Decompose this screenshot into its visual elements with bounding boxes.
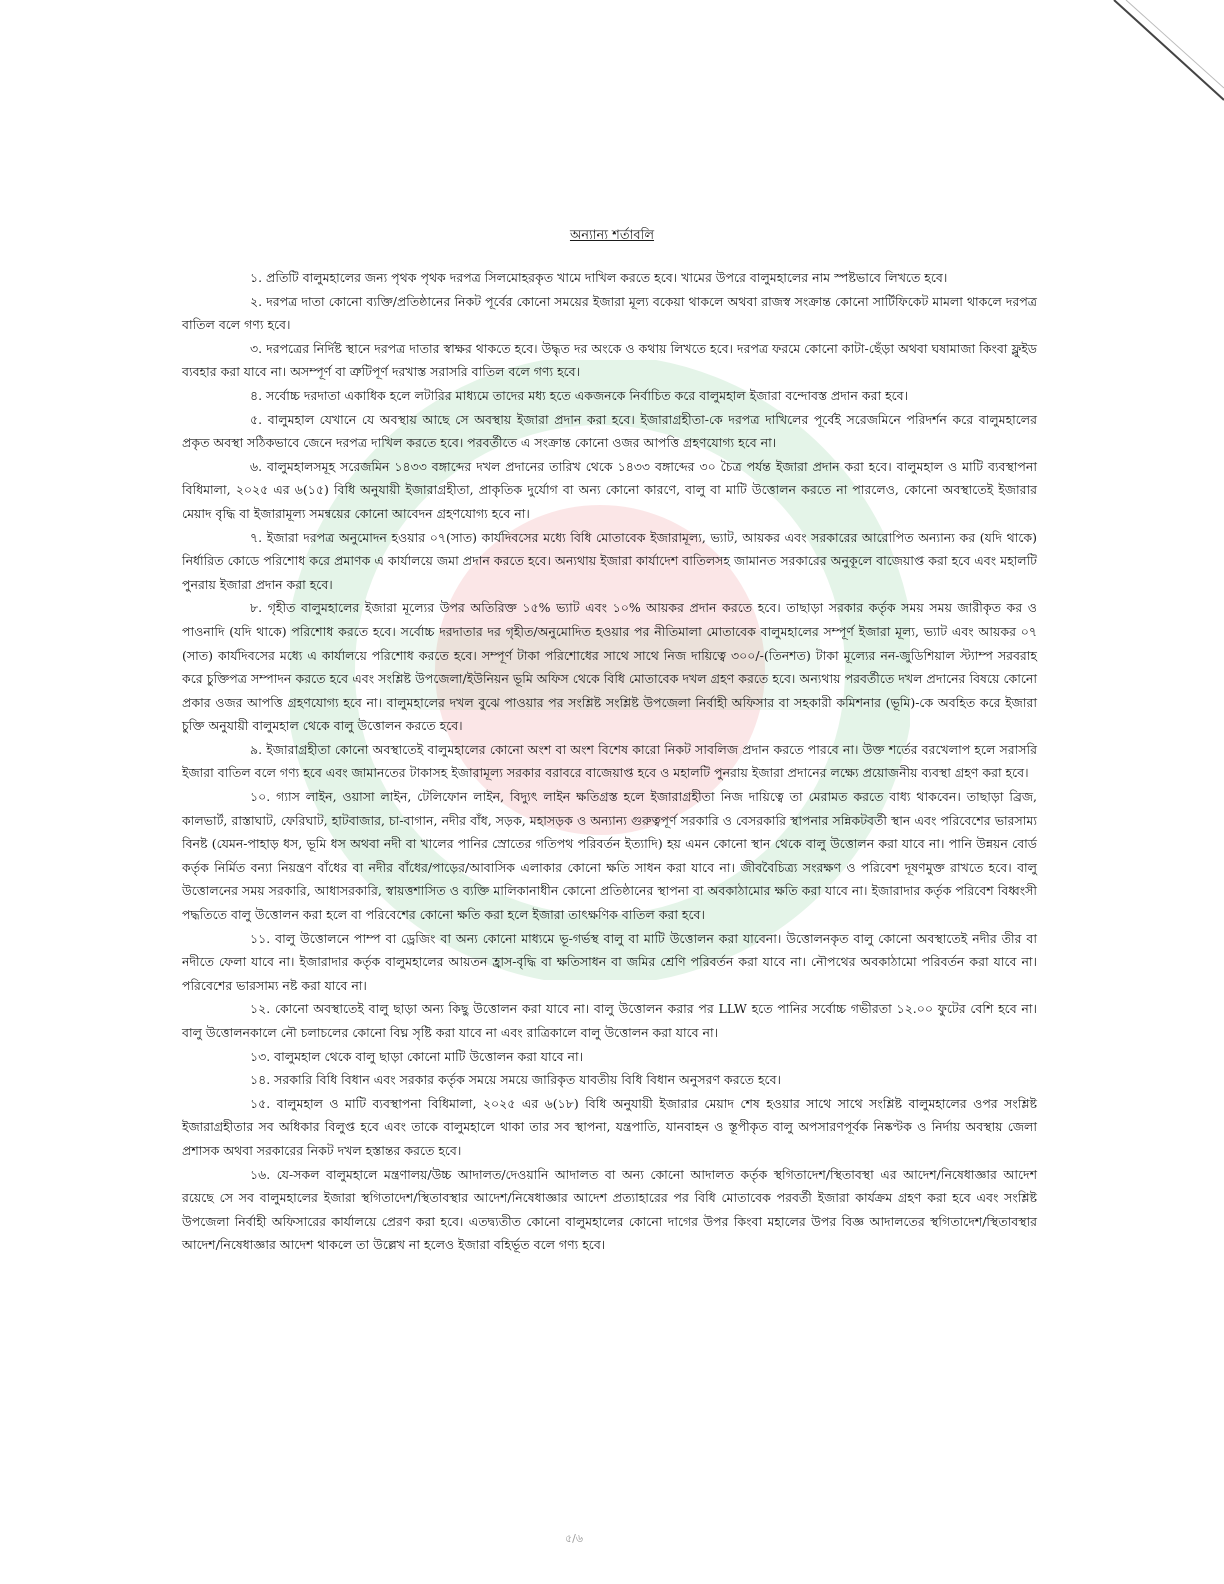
clauses-body xyxy=(182,266,1037,1257)
clause-15: ১৫. বালুমহাল ও মাটি ব্যবস্থাপনা বিধিমালা, ২০২৫ এর ৬(১৮) বিধি অনুযায়ী ইজারার মেয়াদ শেষ হওয়ার সাথে সাথে সংশ্লিষ্ট বালুমহালের ওপর সংশ্লিষ্ট ইজারাগ্রহীতার সব অধিকার বিলুপ্ত হবে এবং তাকে বালুমহালে থাকা তার সব স্থাপনা, যন্ত্রপাতি, যানবাহন ও স্তূপীকৃত বালু অপসারণপূর্বক নিষ্কণ্টক ও নির্দায় অবস্থায় জেলা প্রশাসক অথবা সরকারের নিকট দখল হস্তান্তর করতে হবে। xyxy=(182,1095,1037,1158)
clause-8: ৮. গৃহীত বালুমহালের ইজারা মূল্যের উপর অতিরিক্ত ১৫% ভ্যাট এবং ১০% আয়কর প্রদান করতে হবে। তাছাড়া সরকার কর্তৃক সময় সময় জারীকৃত কর ও পাওনাদি (যদি থাকে) পরিশোধ করতে হবে। সর্বোচ্চ দরদাতার দর গৃহীত/অনুমোদিত হওয়ার পর নীতিমালা মোতাবেক বালুমহালের সম্পূর্ণ ইজারা মূল্য, ভ্যাট এবং আয়কর ০৭ (সাত) কার্যদিবসের মধ্যে এ কার্যালয়ে পরিশোধ করতে হবে। সম্পূর্ণ টাকা পরিশোধের সাথে সাথে নিজ দায়িত্বে ৩০০/-(তিনশত) টাকা মূল্যের নন-জুডিশিয়াল স্ট্যাম্প সরবরাহ করে চুক্তিপত্র সম্পাদন করতে হবে এবং সংশ্লিষ্ট উপজেলা/ইউনিয়ন ভূমি অফিস থেকে বিধি মোতাবেক দখল গ্রহণ করতে হবে। অন্যথায় পরবর্তীতে দখল প্রদানের বিষয়ে কোনো প্রকার ওজর আপত্তি গ্রহণযোগ্য হবে না। বালুমহালের দখল বুঝে পাওয়ার পর সংশ্লিষ্ট সংশ্লিষ্ট উপজেলা নির্বাহী অফিসার বা সহকারী কমিশনার (ভূমি)-কে অবহিত করে ইজারা চুক্তি অনুযায়ী বালুমহাল থেকে বালু উত্তোলন করতে হবে। xyxy=(182,600,1037,734)
clause-1: ১. প্রতিটি বালুমহালের জন্য পৃথক পৃথক দরপত্র সিলমোহরকৃত খামে দাখিল করতে হবে। খামের উপরে বালুমহালের নাম স্পষ্টভাবে লিখতে হবে। xyxy=(250,270,948,285)
clause-12: ১২. কোনো অবস্থাতেই বালু ছাড়া অন্য কিছু উত্তোলন করা যাবে না। বালু উত্তোলন করার পর LLW হতে পানির সর্বোচ্চ গভীরতা ১২.০০ ফুটের বেশি হবে না। বালু উত্তোলনকালে নৌ চলাচলের কোনো বিঘ্ন সৃষ্টি করা যাবে না এবং রাত্রিকালে বালু উত্তোলন করা যাবে না। xyxy=(182,1001,1037,1040)
clause-16: ১৬. যে-সকল বালুমহালে মন্ত্রণালয়/উচ্চ আদালত/দেওয়ানি আদালত বা অন্য কোনো আদালত কর্তৃক স্থগিতাদেশ/স্থিতাবস্থা এর আদেশ/নিষেধাজ্ঞার আদেশ রয়েছে সে সব বালুমহালের ইজারা স্থগিতাদেশ/স্থিতাবস্থার আদেশ/নিষেধাজ্ঞার আদেশ প্রত্যাহারের পর বিধি মোতাবেক পরবর্তী ইজারা কার্যক্রম গ্রহণ করা হবে এবং সংশ্লিষ্ট উপজেলা নির্বাহী অফিসারের কার্যালয়ে প্রেরণ করা হবে। এতদ্ব্যতীত কোনো বালুমহালের কোনো দাগের উপর কিংবা মহালের উপর বিজ্ঞ আদালতের স্থগিতাদেশ/স্থিতাবস্থার আদেশ/নিষেধাজ্ঞার আদেশ থাকলে তা উল্লেখ না হলেও ইজারা বহির্ভূত বলে গণ্য হবে। xyxy=(182,1166,1037,1253)
clause-5: ৫. বালুমহাল যেখানে যে অবস্থায় আছে সে অবস্থায় ইজারা প্রদান করা হবে। ইজারাগ্রহীতা-কে দরপত্র দাখিলের পূর্বেই সরেজমিনে পরিদর্শন করে বালুমহালের প্রকৃত অবস্থা সঠিকভাবে জেনে দরপত্র দাখিল করতে হবে। পরবর্তীতে এ সংক্রান্ত কোনো ওজর আপত্তি গ্রহণযোগ্য হবে না। xyxy=(182,411,1037,451)
clause-2: ২. দরপত্র দাতা কোনো ব্যক্তি/প্রতিষ্ঠানের নিকট পূর্বের কোনো সময়ের ইজারা মূল্য বকেয়া থাকলে অথবা রাজস্ব সংক্রান্ত কোনো সার্টিফিকেট মামলা থাকলে দরপত্র বাতিল বলে গণ্য হবে। xyxy=(182,293,1037,333)
clause-6: ৬. বালুমহালসমূহ সরেজমিন ১৪৩৩ বঙ্গাব্দের দখল প্রদানের তারিখ থেকে ১৪৩৩ বঙ্গাব্দের ৩০ চৈত্র পর্যন্ত ইজারা প্রদান করা হবে। বালুমহাল ও মাটি ব্যবস্থাপনা বিধিমালা, ২০২৫ এর ৬(১৫) বিধি অনুযায়ী ইজারাগ্রহীতা, প্রাকৃতিক দুর্যোগ বা অন্য কোনো কারণে, বালু বা মাটি উত্তোলন করতে না পারলেও, কোনো অবস্থাতেই ইজারার মেয়াদ বৃদ্ধি বা ইজারামূল্য সমন্বয়ের কোনো আবেদন গ্রহণযোগ্য হবে না। xyxy=(182,458,1037,521)
clause-11: ১১. বালু উত্তোলনে পাম্প বা ড্রেজিং বা অন্য কোনো মাধ্যমে ভূ-গর্ভস্থ বালু বা মাটি উত্তোলন করা যাবেনা। উত্তোলনকৃত বালু কোনো অবস্থাতেই নদীর তীর বা নদীতে ফেলা যাবে না। ইজারাদার কর্তৃক বালুমহালের আয়তন হ্রাস-বৃদ্ধি বা ক্ষতিসাধন বা জমির শ্রেণি পরিবর্তন করা যাবে না। নৌপথের অবকাঠামো পরিবর্তন করা যাবে না। পরিবেশের ভারসাম্য নষ্ট করা যাবে না। xyxy=(182,930,1037,993)
clause-9: ৯. ইজারাগ্রহীতা কোনো অবস্থাতেই বালুমহালের কোনো অংশ বা অংশ বিশেষ কারো নিকট সাবলিজ প্রদান করতে পারবে না। উক্ত শর্তের বরখেলাপ হলে সরাসরি ইজারা বাতিল বলে গণ্য হবে এবং জামানতের টাকাসহ ইজারামূল্য সরকার বরাবরে বাজেয়াপ্ত হবে ও মহালটি পুনরায় ইজারা প্রদানের লক্ষ্যে প্রয়োজনীয় ব্যবস্থা গ্রহণ করা হবে। xyxy=(182,741,1037,781)
document-title: অন্যান্য শর্তাবলি xyxy=(569,228,655,243)
clause-13: ১৩. বালুমহাল থেকে বালু ছাড়া কোনো মাটি উত্তোলন করা যাবে না। xyxy=(250,1048,584,1064)
clause-10: ১০. গ্যাস লাইন, ওয়াসা লাইন, টেলিফোন লাইন, বিদ্যুৎ লাইন ক্ষতিগ্রস্ত হলে ইজারাগ্রহীতা নিজ দায়িত্বে তা মেরামত করতে বাধ্য থাকবেন। তাছাড়া ব্রিজ, কালভার্ট, রাস্তাঘাট, ফেরিঘাট, হাটবাজার, চা-বাগান, নদীর বাঁধ, সড়ক, মহাসড়ক ও অন্যান্য গুরুত্বপূর্ণ সরকারি ও বেসরকারি স্থাপনার সন্নিকটবর্তী স্থান এবং পরিবেশের ভারসাম্য বিনষ্ট (যেমন-পাহাড় ধস, ভূমি ধস অথবা নদী বা খালের পানির স্রোতের গতিপথ পরিবর্তন ইত্যাদি) হয় এমন কোনো স্থান থেকে বালু উত্তোলন করা যাবে না। পানি উন্নয়ন বোর্ড কর্তৃক নির্মিত বন্যা নিয়ন্ত্রণ বাঁধের বা নদীর বাঁধের/পাড়ের/আবাসিক এলাকার কোনো ক্ষতি সাধন করা যাবে না। জীববৈচিত্র্য সংরক্ষণ ও পরিবেশ দূষণমুক্ত রাখতে হবে। বালু উত্তোলনের সময় সরকারি, আধাসরকারি, স্বায়ত্তশাসিত ও ব্যক্তি মালিকানাধীন কোনো প্রতিষ্ঠানের স্থাপনা বা অবকাঠামোর ক্ষতি করা যাবে না। ইজারাদার কর্তৃক পরিবেশ বিধ্বংসী পদ্ধতিতে বালু উত্তোলন করা হলে বা পরিবেশের কোনো ক্ষতি করা হলে ইজারা তাৎক্ষণিক বাতিল করা হবে। xyxy=(182,789,1037,923)
clause-7: ৭. ইজারা দরপত্র অনুমোদন হওয়ার ০৭(সাত) কার্যদিবসের মধ্যে বিধি মোতাবেক ইজারামূল্য, ভ্যাট, আয়কর এবং সরকারের আরোপিত অন্যান্য কর (যদি থাকে) নির্ধারিত কোডে পরিশোধ করে প্রমাণক এ কার্যালয়ে জমা প্রদান করতে হবে। অন্যথায় ইজারা কার্যাদেশ বাতিলসহ জামানত সরকারের অনুকূলে বাজেয়াপ্ত করা হবে এবং মহালটি পুনরায় ইজারা প্রদান করা হবে। xyxy=(182,529,1037,592)
clause-14: ১৪. সরকারি বিধি বিধান এবং সরকার কর্তৃক সময়ে সময়ে জারিকৃত যাবতীয় বিধি বিধান অনুসরণ করতে হবে। xyxy=(250,1072,782,1088)
clause-4: ৪. সর্বোচ্চ দরদাতা একাধিক হলে লটারির মাধ্যমে তাদের মধ্য হতে একজনকে নির্বাচিত করে বালুমহাল ইজারা বন্দোবস্ত প্রদান করা হবে। xyxy=(250,387,909,403)
page-number-mark: ৫/৬ xyxy=(565,1532,583,1545)
clause-3: ৩. দরপত্রের নির্দিষ্ট স্থানে দরপত্র দাতার স্বাক্ষর থাকতে হবে। উদ্ধৃত দর অংকে ও কথায় লিখতে হবে। দরপত্র ফরমে কোনো কাটা-ছেঁড়া অথবা ঘষামাজা কিংবা ফ্লুইড ব্যবহার করা যাবে না। অসম্পূর্ণ বা ত্রুটিপূর্ণ দরখাস্ত সরাসরি বাতিল বলে গণ্য হবে। xyxy=(182,340,1037,380)
